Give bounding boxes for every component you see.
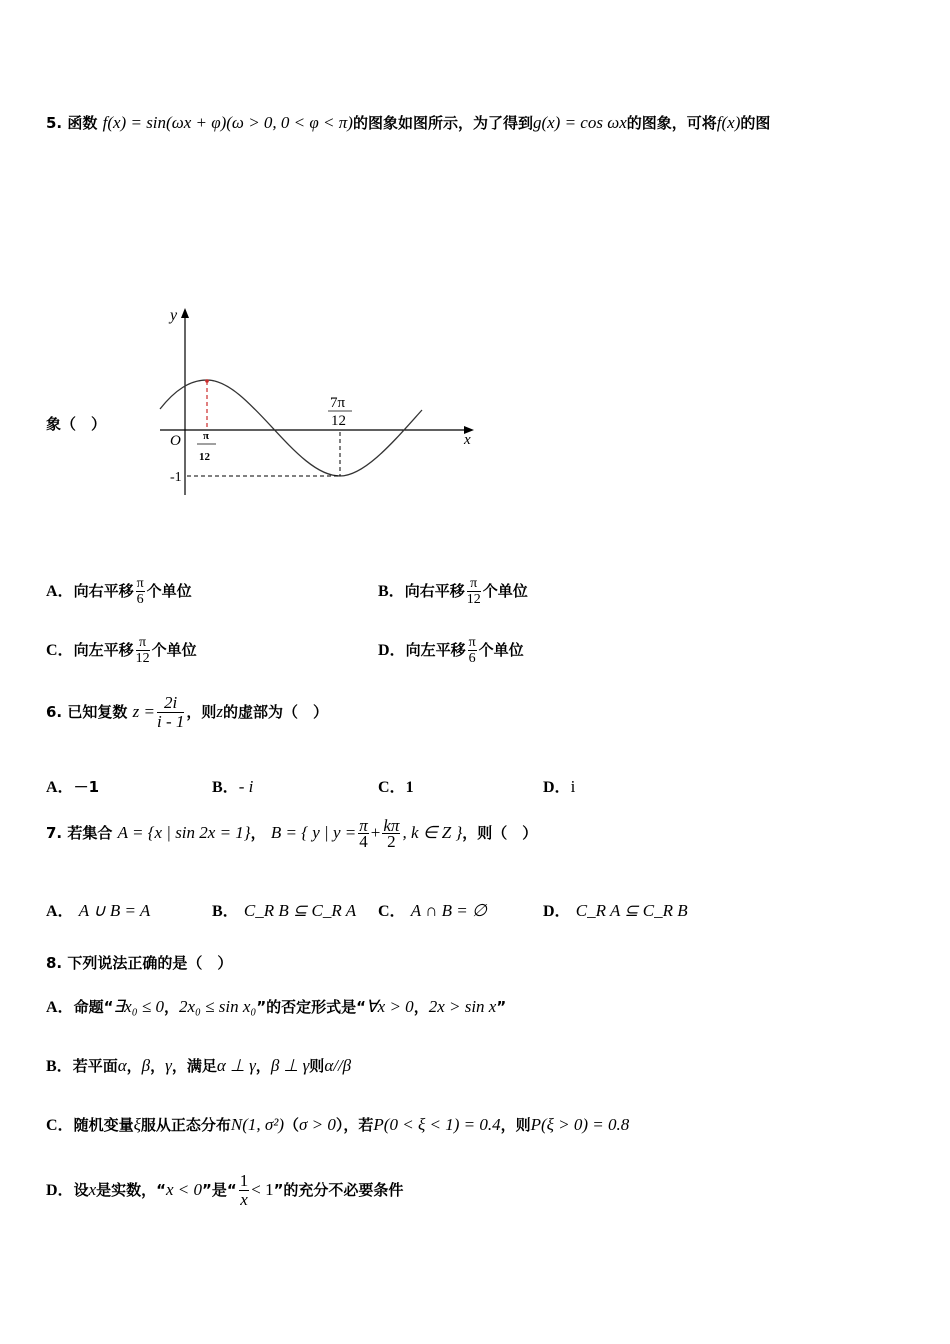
q5-option-a[interactable]: A．向右平移 $\frac{\pi}{6}$ 个单位	[46, 576, 192, 607]
question-number: 8.	[46, 954, 63, 972]
formula-f: f(x) = sin(ωx + φ)(ω > 0, 0 < φ < π)	[102, 113, 353, 132]
q6-fraction: $\frac{2i}{i - 1}$	[156, 693, 185, 731]
set-b-start: B = { y | y =	[270, 823, 357, 842]
q5-option-d[interactable]: D．向左平移 $\frac{\pi}{6}$ 个单位	[378, 635, 524, 666]
q8-stem: 8. 下列说法正确的是（ ）	[46, 954, 233, 972]
max-point	[205, 379, 209, 383]
formula-fx: f(x)	[716, 113, 741, 132]
q7-option-d[interactable]: D． C_R A ⊆ C_R B	[543, 901, 688, 920]
max-x-num: π	[203, 430, 210, 442]
question-number: 6.	[46, 703, 63, 721]
q5-stem: 5. 函数 f(x) = sin(ωx + φ)(ω > 0, 0 < φ < π)的图象如图所示，为了得到g(x) = cos ωx的图象，可将f(x)的图	[46, 113, 771, 132]
x-axis-label: x	[464, 432, 471, 448]
origin-label: O	[170, 433, 181, 449]
min-y-label: -1	[170, 470, 182, 485]
q6-option-d[interactable]: D．i	[543, 777, 576, 796]
q6-option-c[interactable]: C．1	[378, 779, 414, 796]
y-axis-arrow	[181, 308, 189, 318]
q5-option-b[interactable]: B．向右平移 $\frac{\pi}{12}$ 个单位	[378, 576, 528, 607]
q8-option-c[interactable]: C．随机变量ξ服从正态分布N(1, σ²)（σ > 0），若P(0 < ξ < 1) = 0.4，则P(ξ > 0) = 0.8	[46, 1115, 630, 1134]
y-axis-label: y	[170, 307, 178, 324]
q5-option-c[interactable]: C．向左平移 $\frac{\pi}{12}$ 个单位	[46, 635, 197, 666]
q7-stem: 7. 若集合 A = {x | sin 2x = 1}， B = { y | y = $\frac{\pi}{4}$ + $\frac{k\pi}{2}$ , k ∈ Z }，则（ ）	[46, 816, 538, 851]
formula-g: g(x) = cos ωx	[532, 113, 627, 132]
q8-option-a[interactable]: A．命题“∃x₀ ≤ 0，2x₀ ≤ sin x₀”的否定形式是“∀x > 0，2x > sin x”	[46, 997, 507, 1016]
q7-option-b[interactable]: B． C_R B ⊆ C_R A	[212, 901, 357, 920]
q5-graph	[150, 300, 490, 500]
min-x-den: 12	[331, 413, 346, 429]
q5-stem-continued: 象（ ）	[46, 415, 107, 433]
q8-option-b[interactable]: B．若平面α，β，γ，满足α ⊥ γ，β ⊥ γ则α//β	[46, 1056, 352, 1075]
max-x-den: 12	[199, 451, 210, 463]
q7-option-a[interactable]: A． A ∪ B = A	[46, 901, 151, 920]
q7-option-c[interactable]: C． A ∩ B = ∅	[378, 901, 487, 920]
question-number: 5.	[46, 114, 63, 132]
q8-option-d[interactable]: D．设x是实数，“x < 0”是“ $\frac{1}{x}$ < 1”的充分不必要条件	[46, 1171, 404, 1209]
q6-option-a[interactable]: A．－1	[46, 778, 99, 796]
question-number: 7.	[46, 824, 63, 842]
q6-stem: 6. 已知复数 z = $\frac{2i}{i - 1}$ ，则z的虚部为（ ）	[46, 693, 329, 731]
set-a: A = {x | sin 2x = 1}	[117, 823, 251, 842]
min-x-num: 7π	[330, 395, 346, 411]
q6-option-b[interactable]: B．- i	[212, 777, 254, 796]
